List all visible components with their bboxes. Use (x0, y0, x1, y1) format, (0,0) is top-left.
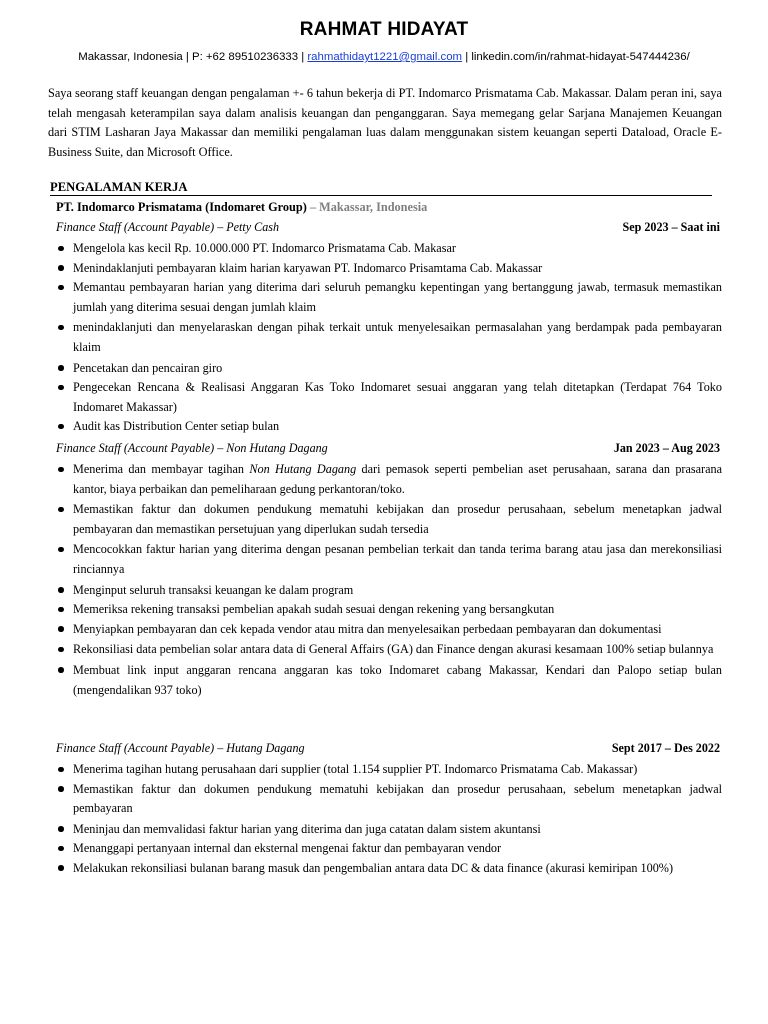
rich-bullet-text: Menerima dan membayar tagihan Non Hutang Dagang dari pemasok seperti pembelian aset perusahaan, sarana dan prasarana kantor, biaya perbaikan dan pemeliharaan gedung perkantoran/toko. (73, 462, 723, 496)
company-heading (56, 200, 427, 215)
list-item: Memeriksa rekening transaksi pembelian apakah sudah sesuai dengan rekening yang bersangkutan (56, 600, 722, 620)
candidate-name: RAHMAT HIDAYAT (299, 19, 469, 40)
company-name: PT. Indomarco Prismatama (Indomaret Group) (56, 200, 307, 214)
bullet-icon (58, 265, 64, 271)
bullet-icon (58, 767, 64, 773)
responsibility-list (56, 760, 722, 879)
list-item: Meninjau dan memvalidasi faktur harian yang diterima dan juga catatan dalam sistem akuntansi (56, 820, 722, 840)
list-item: Memastikan faktur dan dokumen pendukung mematuhi kebijakan dan prosedur perusahaan, sebelum menetapkan jadwal pembayaran dan memastikan persetujuan yang diperlukan sudah tersedia (56, 500, 722, 539)
company-location: – Makassar, Indonesia (306, 200, 428, 214)
responsibility-list (56, 239, 722, 437)
list-item: Pengecekan Rencana & Realisasi Anggaran Kas Toko Indomaret sesuai anggaran yang telah ditetapkan (Terdapat 764 Toko Indomaret Makassar) (56, 378, 722, 417)
list-item: Melakukan rekonsiliasi bulanan barang masuk dan pengembalian antara data DC & data finance (akurasi kemiripan 100%) (56, 859, 722, 879)
list-item (56, 460, 722, 499)
list-item: Memastikan faktur dan dokumen pendukung mematuhi kebijakan dan prosedur perusahaan, sebelum menetapkan jadwal pembayaran (56, 780, 722, 819)
bullet-icon (58, 547, 64, 553)
bullet-icon (58, 365, 64, 371)
bullet-icon (58, 424, 64, 430)
list-item: Menginput seluruh transaksi keuangan ke dalam program (56, 581, 722, 601)
list-item: Mengelola kas kecil Rp. 10.000.000 PT. Indomarco Prismatama Cab. Makasar (56, 239, 722, 259)
role-title: Finance Staff (Account Payable) – Non Hutang Dagang (56, 441, 328, 455)
role-header (56, 741, 720, 759)
bullet-icon (58, 285, 64, 291)
list-item: Mencocokkan faktur harian yang diterima dengan pesanan pembelian terkait dan tanda terima barang atau jasa dan merekonsiliasi rinciannya (56, 540, 722, 579)
role-header (56, 441, 720, 459)
linkedin-url: | linkedin.com/in/rahmat-hidayat-547444236/ (462, 51, 690, 63)
role-dates: Sep 2023 – Saat ini (622, 220, 720, 234)
bullet-icon (58, 786, 64, 792)
role-dates: Sept 2017 – Des 2022 (611, 741, 720, 755)
list-item: Menindaklanjuti pembayaran klaim harian karyawan PT. Indomarco Prisamtama Cab. Makassar (56, 259, 722, 279)
bullet-icon (58, 667, 64, 673)
email-link[interactable]: rahmathidayt1221@gmail.com (307, 51, 463, 63)
bullet-icon (58, 607, 64, 613)
list-item: Audit kas Distribution Center setiap bulan (56, 417, 722, 437)
bullet-icon (58, 467, 64, 473)
list-item: Pencetakan dan pencairan giro (56, 359, 722, 379)
bullet-icon (58, 846, 64, 852)
bullet-icon (58, 325, 64, 331)
responsibility-list (56, 460, 722, 700)
section-title-experience: PENGALAMAN KERJA (50, 180, 188, 194)
section-divider (50, 195, 712, 196)
contact-details: Makassar, Indonesia | P: +62 89510236333 | (78, 51, 308, 63)
list-item: Memantau pembayaran harian yang diterima dari seluruh pemangku kepentingan yang bertanggung jawab, termasuk memastikan jumlah yang diterima sesuai dengan jumlah klaim (56, 278, 722, 317)
role-title: Finance Staff (Account Payable) – Hutang Dagang (56, 741, 305, 755)
italic-term: Non Hutang Dagang (249, 462, 357, 476)
role-title: Finance Staff (Account Payable) – Petty Cash (56, 220, 279, 234)
bullet-icon (58, 647, 64, 653)
bullet-icon (58, 385, 64, 391)
list-item: Menyiapkan pembayaran dan cek kepada vendor atau mitra dan menyelesaikan perbedaan pembayaran dan dokumentasi (56, 620, 722, 640)
bullet-icon (58, 626, 64, 632)
role-header (56, 220, 720, 238)
list-item: Rekonsiliasi data pembelian solar antara data di General Affairs (GA) dan Finance dengan akurasi kesamaan 100% setiap bulannya (56, 640, 722, 660)
list-item: Menerima tagihan hutang perusahaan dari supplier (total 1.154 supplier PT. Indomarco Prismatama Cab. Makassar) (56, 760, 722, 780)
bullet-icon (58, 507, 64, 513)
bullet-icon (58, 826, 64, 832)
list-item: Membuat link input anggaran rencana anggaran kas toko Indomaret cabang Makassar, Kendari dan Palopo setiap bulan (mengendalikan 937 toko) (56, 661, 722, 700)
list-item: Menanggapi pertanyaan internal dan eksternal mengenai faktur dan pembayaran vendor (56, 839, 722, 859)
bullet-icon (58, 865, 64, 871)
profile-summary: Saya seorang staff keuangan dengan pengalaman +- 6 tahun bekerja di PT. Indomarco Prismatama Cab. Makassar. Dalam peran ini, saya telah mengasah keterampilan saya dalam analisis keuangan dan penganggaran. Saya memegang gelar Sarjana Manajemen Keuangan dari STIM Lasharan Jaya Makassar dan memiliki pengalaman luas dalam menggunakan sistem keuangan seperti Dataload, Oracle E-Business Suite, dan Microsoft Office. (48, 86, 722, 159)
contact-line (0, 51, 768, 63)
bullet-icon (58, 246, 64, 252)
role-dates: Jan 2023 – Aug 2023 (613, 441, 720, 455)
bullet-icon (58, 587, 64, 593)
list-item: menindaklanjuti dan menyelaraskan dengan pihak terkait untuk menyelesaikan permasalahan yang berdampak pada pembayaran klaim (56, 318, 722, 357)
